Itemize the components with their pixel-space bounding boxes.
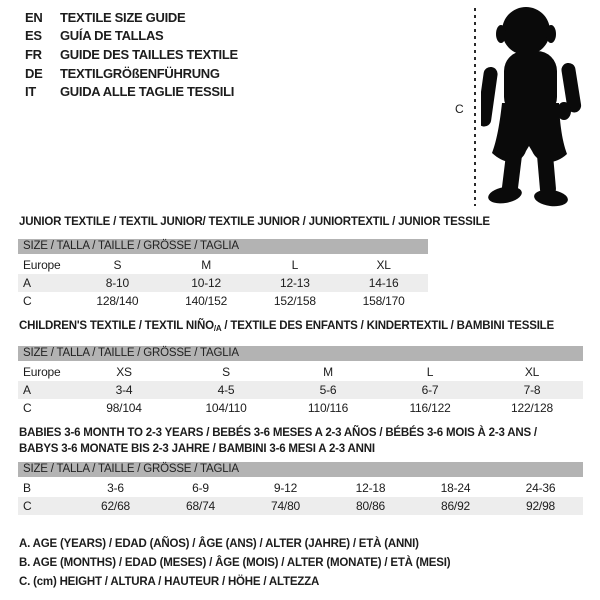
babies-size-table: [18, 462, 583, 515]
row-label: Europe: [23, 258, 61, 272]
table-cell: 74/80: [270, 499, 301, 513]
junior-size-table-header: SIZE / TALLA / TAILLE / GRÖSSE / TAGLIA: [18, 239, 428, 254]
children-size-table-header: SIZE / TALLA / TAILLE / GRÖSSE / TAGLIA: [18, 346, 583, 361]
table-cell: 18-24: [440, 481, 471, 495]
junior-size-table: [18, 239, 428, 310]
baby-silhouette: [481, 5, 587, 207]
table-cell: 9-12: [273, 481, 298, 495]
table-cell: 104/110: [205, 401, 247, 415]
table-cell: S: [222, 365, 230, 379]
row-label: C: [23, 294, 32, 308]
babies-title-line1: BABIES 3-6 MONTH TO 2-3 YEARS / BEBÉS 3-6 MESES A 2-3 AÑOS / BÉBÉS 3-6 MOIS À 2-3 ANS /: [19, 427, 537, 439]
lang-row-de: [25, 64, 238, 83]
row-label: C: [23, 499, 32, 513]
table-cell: 92/98: [525, 499, 556, 513]
lang-code-en: EN: [25, 9, 43, 25]
table-cell: 24-36: [525, 481, 556, 495]
lang-row-it: [25, 82, 238, 101]
table-cell: 12-13: [280, 276, 310, 290]
lang-row-en: [25, 8, 238, 27]
children-title-main: CHILDREN'S TEXTILE / TEXTIL NIÑO: [19, 320, 214, 332]
table-cell: 116/122: [409, 401, 451, 415]
lang-code-de: DE: [25, 65, 43, 81]
height-measure-label: C: [455, 102, 464, 116]
lang-code-es: ES: [25, 28, 42, 44]
table-cell: 98/104: [106, 401, 142, 415]
table-cell: 12-18: [355, 481, 386, 495]
table-cell: M: [323, 365, 333, 379]
table-row: [18, 497, 583, 515]
table-cell: 158/170: [362, 294, 405, 308]
row-label: C: [23, 401, 32, 415]
table-cell: 3-4: [115, 383, 133, 397]
table-cell: 140/152: [185, 294, 228, 308]
lang-label-en: TEXTILE SIZE GUIDE: [60, 9, 186, 25]
table-cell: XL: [524, 365, 540, 379]
row-label: B: [23, 481, 31, 495]
table-row: [18, 479, 583, 497]
table-cell: 6-9: [192, 481, 209, 495]
table-cell: 3-6: [107, 481, 124, 495]
babies-title-line2: BABYS 3-6 MONATE BIS 2-3 JAHRE / BAMBINI 3-6 MESI A 2-3 ANNI: [19, 443, 375, 455]
table-cell: L: [426, 365, 434, 379]
junior-section-title: JUNIOR TEXTILE / TEXTIL JUNIOR/ TEXTILE JUNIOR / JUNIORTEXTIL / JUNIOR TESSILE: [19, 216, 490, 228]
children-title-rest: / TEXTILE DES ENFANTS / KINDERTEXTIL / BAMBINI TESSILE: [221, 320, 554, 332]
row-label: A: [23, 276, 31, 290]
table-cell: 10-12: [191, 276, 221, 290]
table-cell: 7-8: [523, 383, 541, 397]
table-cell: 14-16: [368, 276, 399, 290]
footnote-a: A. AGE (YEARS) / EDAD (AÑOS) / ÂGE (ANS) / ALTER (JAHRE) / ETÀ (ANNI): [19, 538, 419, 550]
table-cell: S: [113, 258, 122, 272]
babies-section-title: [19, 425, 584, 457]
table-cell: XS: [116, 365, 132, 379]
footnote-b: B. AGE (MONTHS) / EDAD (MESES) / ÂGE (MOIS) / ALTER (MONATE) / ETÀ (MESI): [19, 557, 451, 569]
children-section-title: [19, 320, 554, 333]
row-label: A: [23, 383, 31, 397]
row-label: Europe: [23, 365, 61, 379]
table-cell: XL: [376, 258, 391, 272]
table-row: [18, 292, 428, 310]
table-cell: 5-6: [319, 383, 337, 397]
lang-code-it: IT: [25, 84, 36, 100]
table-cell: L: [291, 258, 299, 272]
table-cell: 6-7: [421, 383, 439, 397]
table-cell: 152/158: [273, 294, 316, 308]
table-cell: 86/92: [440, 499, 471, 513]
children-title-subscript: /A: [213, 324, 222, 333]
table-cell: 62/68: [100, 499, 131, 513]
language-title-block: [25, 8, 238, 101]
lang-label-fr: GUIDE DES TAILLES TEXTILE: [60, 46, 238, 62]
height-measure-dashed-line: [474, 8, 476, 206]
lang-row-es: [25, 27, 238, 46]
table-row: [18, 399, 583, 417]
table-row: [18, 274, 428, 292]
lang-label-it: GUIDA ALLE TAGLIE TESSILI: [60, 84, 235, 100]
table-cell: 122/128: [511, 401, 553, 415]
lang-label-es: GUÍA DE TALLAS: [60, 28, 164, 44]
children-size-table: [18, 346, 583, 417]
table-cell: 4-5: [217, 383, 235, 397]
footnotes-block: [19, 535, 450, 592]
table-cell: 110/116: [307, 401, 349, 415]
lang-code-fr: FR: [25, 46, 42, 62]
lang-label-de: TEXTILGRÖßENFÜHRUNG: [60, 65, 220, 81]
lang-row-fr: [25, 45, 238, 64]
table-cell: 80/86: [355, 499, 386, 513]
table-cell: 68/74: [185, 499, 216, 513]
table-cell: M: [201, 258, 212, 272]
table-cell: 8-10: [105, 276, 129, 290]
table-row: [18, 363, 583, 381]
footnote-c: C. (cm) HEIGHT / ALTURA / HAUTEUR / HÖHE / ALTEZZA: [19, 576, 320, 588]
table-row: [18, 256, 428, 274]
babies-size-table-header: SIZE / TALLA / TAILLE / GRÖSSE / TAGLIA: [18, 462, 583, 477]
table-row: [18, 381, 583, 399]
table-cell: 128/140: [96, 294, 139, 308]
